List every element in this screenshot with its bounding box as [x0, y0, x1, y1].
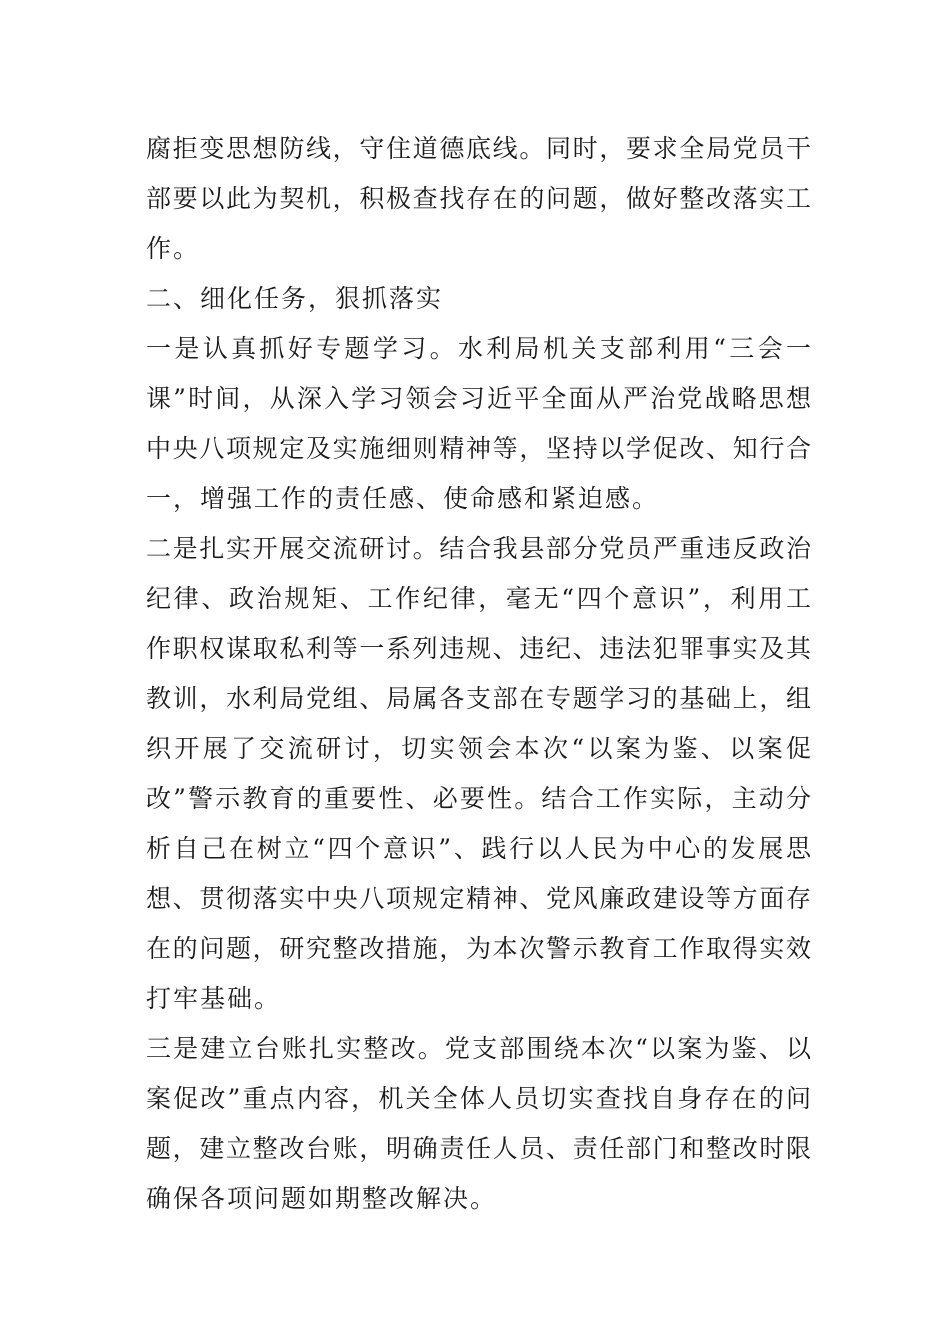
- text-line: 改”警示教育的重要性、必要性。结合工作实际，主动分: [146, 784, 811, 813]
- text-line: 织开展了交流研讨，切实领会本次“以案为鉴、以案促: [146, 734, 811, 763]
- text-line: 一，增强工作的责任感、使命感和紧迫感。: [146, 484, 660, 513]
- text-line: 教训，水利局党组、局属各支部在专题学习的基础上，组: [146, 684, 811, 713]
- text-line: 课”时间，从深入学习领会习近平全面从严治党战略思想: [146, 384, 811, 413]
- text-line: 三是建立台账扎实整改。党支部围绕本次“以案为鉴、以: [146, 1034, 811, 1063]
- text-line: 作。: [146, 234, 201, 263]
- text-line: 作职权谋取私利等一系列违规、违纪、违法犯罪事实及其: [146, 634, 811, 663]
- text-line: 纪律、政治规矩、工作纪律，毫无“四个意识”，利用工: [146, 584, 811, 613]
- text-line: 在的问题，研究整改措施，为本次警示教育工作取得实效: [146, 934, 811, 963]
- text-line: 二是扎实开展交流研讨。结合我县部分党员严重违反政治: [146, 534, 811, 563]
- document-page: [146, 124, 811, 1224]
- text-line: 想、贯彻落实中央八项规定精神、党风廉政建设等方面存: [146, 884, 811, 913]
- text-line: 案促改”重点内容，机关全体人员切实查找自身存在的问: [146, 1084, 811, 1113]
- text-line: 题，建立整改台账，明确责任人员、责任部门和整改时限: [146, 1134, 811, 1163]
- text-line: 打牢基础。: [146, 984, 282, 1013]
- text-line: 确保各项问题如期整改解决。: [146, 1184, 498, 1213]
- text-line: 析自己在树立“四个意识”、践行以人民为中心的发展思: [146, 834, 811, 863]
- section-heading: 二、细化任务，狠抓落实: [146, 284, 444, 313]
- text-line: 中央八项规定及实施细则精神等，坚持以学促改、知行合: [146, 434, 811, 463]
- text-line: 腐拒变思想防线，守住道德底线。同时，要求全局党员干: [146, 134, 811, 163]
- text-line: 部要以此为契机，积极查找存在的问题，做好整改落实工: [146, 184, 811, 213]
- text-line: 一是认真抓好专题学习。水利局机关支部利用“三会一: [146, 334, 811, 363]
